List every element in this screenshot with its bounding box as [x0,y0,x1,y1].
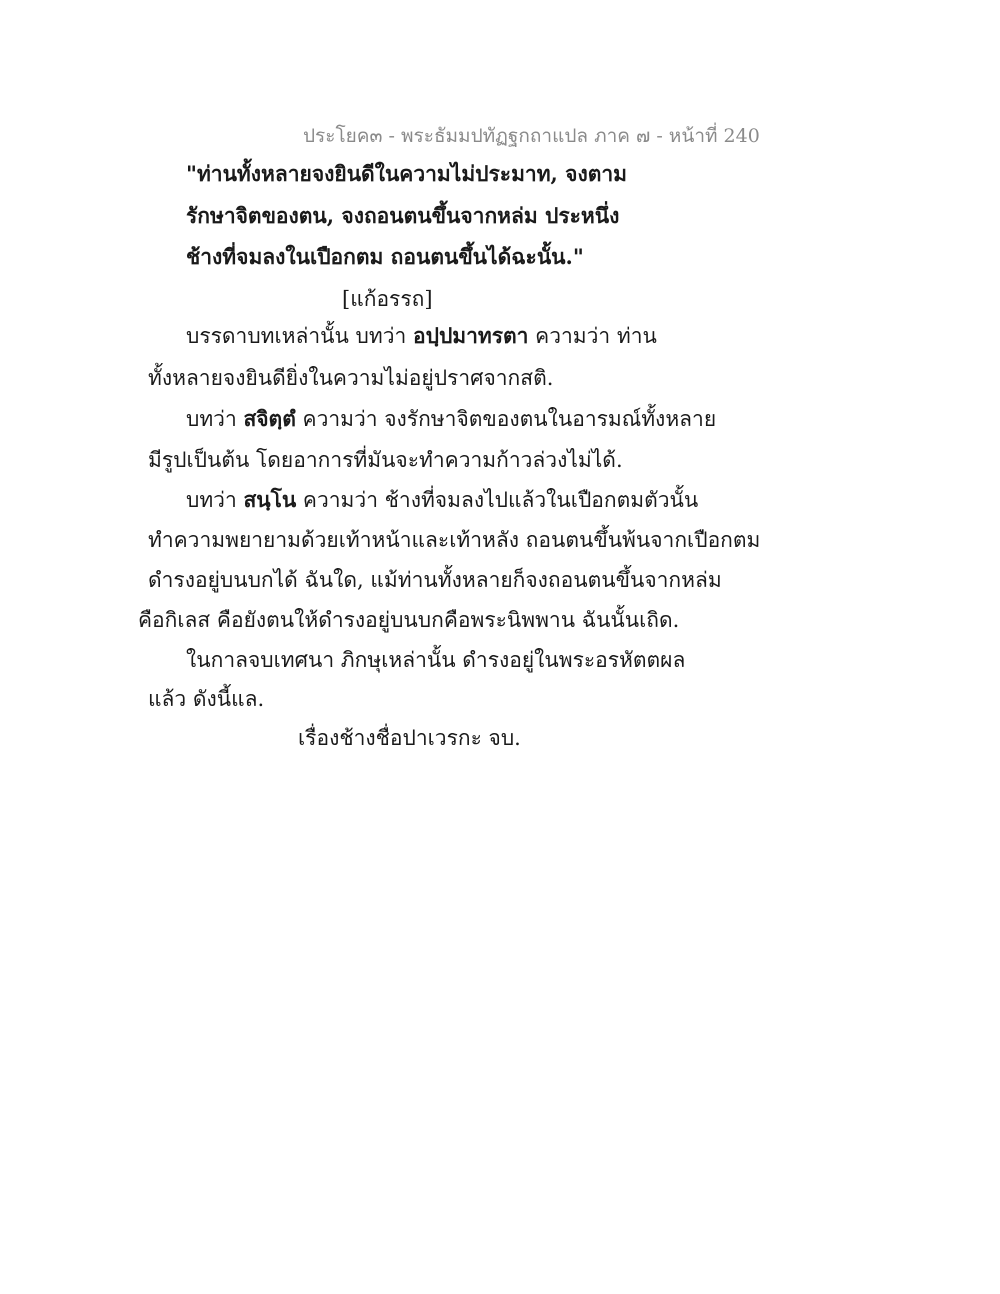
p3-post: ความว่า ช้างที่จมลงไปแล้วในเปือกตมตัวนั้น [296,488,699,512]
story-end: เรื่องช้างชื่อปาเวรกะ จบ. [298,726,521,750]
paragraph-3-line-4: คือกิเลส คือยังตนให้ดำรงอยู่บนบกคือพระนิพพาน ฉันนั้นเถิด. [138,608,680,632]
p2-post: ความว่า จงรักษาจิตของตนในอารมณ์ทั้งหลาย [295,407,717,431]
paragraph-1-line-2: ทั้งหลายจงยินดียิ่งในความไม่อยู่ปราศจากสติ. [148,366,554,390]
p1-post: ความว่า ท่าน [528,324,657,348]
p3-term: สนฺโน [243,487,297,512]
paragraph-3-line-1 [186,486,698,514]
paragraph-1-line-1 [186,322,657,350]
paragraph-3-line-3: ดำรงอยู่บนบกได้ ฉันใด, แม้ท่านทั้งหลายก็จงถอนตนขึ้นจากหล่ม [148,568,722,592]
paragraph-4-line-2: แล้ว ดังนี้แล. [148,687,265,711]
p2-pre: บทว่า [186,407,244,431]
verse-line-3: ช้างที่จมลงในเปือกตม ถอนตนขึ้นได้ฉะนั้น." [186,244,584,269]
paragraph-2-line-2: มีรูปเป็นต้น โดยอาการที่มันจะทำความก้าวล่วงไม่ได้. [148,448,623,472]
p2-term: สจิตฺตํ [243,406,296,431]
p1-term: อปฺปมาทรตา [413,323,529,348]
translator-note: [แก้อรรถ] [342,287,433,311]
paragraph-2-line-1 [186,405,716,433]
verse-line-1: "ท่านทั้งหลายจงยินดีในความไม่ประมาท, จงตาม [186,161,627,186]
paragraph-3-line-2: ทำความพยายามด้วยเท้าหน้าและเท้าหลัง ถอนตนขึ้นพ้นจากเปือกตม [148,528,761,552]
paragraph-4-line-1: ในกาลจบเทศนา ภิกษุเหล่านั้น ดำรงอยู่ในพระอรหัตตผล [186,648,686,672]
page-header: ประโยค๓ - พระธัมมปทัฏฐกถาแปล ภาค ๗ - หน้าที่ 240 [303,125,760,147]
p1-pre: บรรดาบทเหล่านั้น บทว่า [186,324,413,348]
p3-pre: บทว่า [186,488,244,512]
verse-line-2: รักษาจิตของตน, จงถอนตนขึ้นจากหล่ม ประหนึ่ง [186,203,620,228]
